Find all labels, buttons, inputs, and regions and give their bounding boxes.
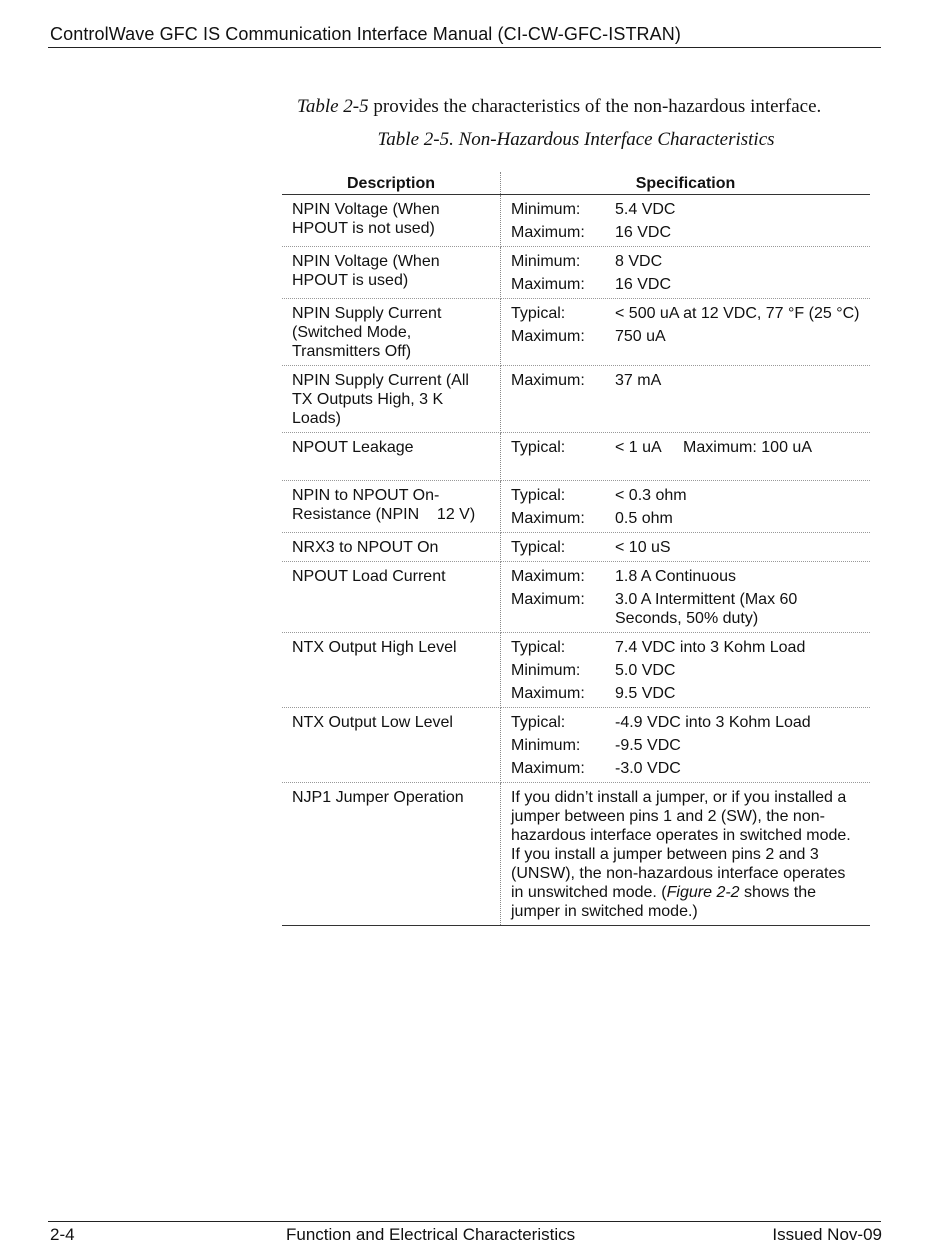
spec-value: < 0.3 ohm	[615, 487, 687, 504]
row-specification	[501, 481, 871, 533]
spec-value: 7.4 VDC into 3 Kohm Load	[615, 639, 806, 656]
spec-value: 16 VDC	[615, 224, 672, 241]
row-specification	[501, 783, 871, 926]
table-row	[282, 366, 870, 433]
spec-value: 5.4 VDC	[615, 201, 676, 218]
row-description: NJP1 Jumper Operation	[282, 783, 501, 926]
row-description: NPOUT Leakage	[282, 433, 501, 481]
intro-paragraph	[297, 96, 821, 118]
spec-value: 9.5 VDC	[615, 685, 676, 702]
table-row	[282, 562, 870, 633]
spec-value: 5.0 VDC	[615, 662, 676, 679]
row-description: NPOUT Load Current	[282, 562, 501, 633]
footer-issue-date: Issued Nov-09	[772, 1225, 882, 1244]
spec-label: Typical:	[511, 539, 566, 556]
row-specification	[501, 247, 871, 299]
column-header-specification: Specification	[501, 172, 871, 195]
table-row	[282, 481, 870, 533]
row-specification	[501, 366, 871, 433]
spec-label: Maximum:	[511, 685, 585, 702]
spec-value: -4.9 VDC into 3 Kohm Load	[615, 714, 811, 731]
row-description: NPIN Voltage (When HPOUT is not used)	[282, 195, 501, 247]
spec-value: 37 mA	[615, 372, 662, 389]
row-specification	[501, 533, 871, 562]
page-number: 2-4	[50, 1225, 75, 1244]
spec-value: -3.0 VDC	[615, 760, 681, 777]
table-row	[282, 533, 870, 562]
table-header-row	[282, 172, 870, 195]
spec-label: Typical:	[511, 639, 566, 656]
intro-text: provides the characteristics of the non-hazardous interface.	[368, 96, 822, 117]
interface-characteristics-table	[282, 172, 870, 926]
row-specification	[501, 299, 871, 366]
row-specification	[501, 562, 871, 633]
jumper-text-after: shows the jumper in switched mode.)	[511, 884, 817, 920]
spec-value: 0.5 ohm	[615, 510, 673, 527]
spec-label: Maximum:	[511, 224, 585, 241]
spec-label: Maximum:	[511, 372, 585, 389]
spec-label: Typical:	[511, 487, 566, 504]
row-description: NPIN Supply Current (All TX Outputs High, 3 K Loads)	[282, 366, 501, 433]
row-description: NTX Output Low Level	[282, 708, 501, 783]
spec-label: Maximum:	[511, 276, 585, 293]
spec-value: 3.0 A Intermittent (Max 60 Seconds, 50% duty)	[615, 591, 798, 627]
row-specification	[501, 195, 871, 247]
page-header-title: ControlWave GFC IS Communication Interface Manual (CI-CW-GFC-ISTRAN)	[50, 24, 681, 44]
row-description: NRX3 to NPOUT On	[282, 533, 501, 562]
header-divider	[48, 47, 881, 48]
table-row	[282, 633, 870, 708]
spec-label: Minimum:	[511, 201, 581, 218]
spec-label: Maximum:	[511, 568, 585, 585]
column-header-description: Description	[282, 172, 501, 195]
row-description: NPIN Supply Current (Switched Mode, Transmitters Off)	[282, 299, 501, 366]
spec-label: Maximum:	[511, 510, 585, 527]
spec-label: Minimum:	[511, 662, 581, 679]
row-description: NPIN to NPOUT On-Resistance (NPIN 12 V)	[282, 481, 501, 533]
spec-label: Typical:	[511, 305, 566, 322]
spec-label: Typical:	[511, 714, 566, 731]
spec-value: < 1 uA Maximum: 100 uA	[615, 439, 812, 456]
jumper-operation-text	[511, 788, 862, 921]
spec-value: 750 uA	[615, 328, 666, 345]
spec-label: Minimum:	[511, 737, 581, 754]
spec-value: 16 VDC	[615, 276, 672, 293]
jumper-text-before: If you didn’t install a jumper, or if you installed a jumper between pins 1 and 2 (SW), the non-hazardous interface operates in switched mode. If you install a jumper between pins 2 and 3 (UNSW), the non-hazardous interface operates in unswitched mode. (	[511, 789, 851, 901]
row-specification	[501, 708, 871, 783]
row-specification	[501, 633, 871, 708]
table-caption: Table 2-5. Non-Hazardous Interface Characteristics	[377, 129, 775, 150]
row-description: NTX Output High Level	[282, 633, 501, 708]
table-row	[282, 433, 870, 481]
row-description: NPIN Voltage (When HPOUT is used)	[282, 247, 501, 299]
row-specification	[501, 433, 871, 481]
table-row	[282, 708, 870, 783]
footer-divider	[48, 1221, 881, 1222]
figure-reference: Figure 2-2	[666, 884, 740, 901]
spec-value: < 10 uS	[615, 539, 671, 556]
table-row	[282, 299, 870, 366]
footer-section-title: Function and Electrical Characteristics	[286, 1225, 576, 1244]
spec-label: Typical:	[511, 439, 566, 456]
spec-label: Maximum:	[511, 760, 585, 777]
spec-label: Minimum:	[511, 253, 581, 270]
spec-label: Maximum:	[511, 328, 585, 345]
spec-label: Maximum:	[511, 591, 585, 608]
spec-value: < 500 uA at 12 VDC, 77 °F (25 °C)	[615, 305, 860, 322]
spec-value: 8 VDC	[615, 253, 663, 270]
table-row	[282, 195, 870, 247]
spec-value: -9.5 VDC	[615, 737, 681, 754]
table-row	[282, 247, 870, 299]
table-row	[282, 783, 870, 926]
table-reference: Table 2-5	[297, 96, 369, 117]
spec-value: 1.8 A Continuous	[615, 568, 736, 585]
